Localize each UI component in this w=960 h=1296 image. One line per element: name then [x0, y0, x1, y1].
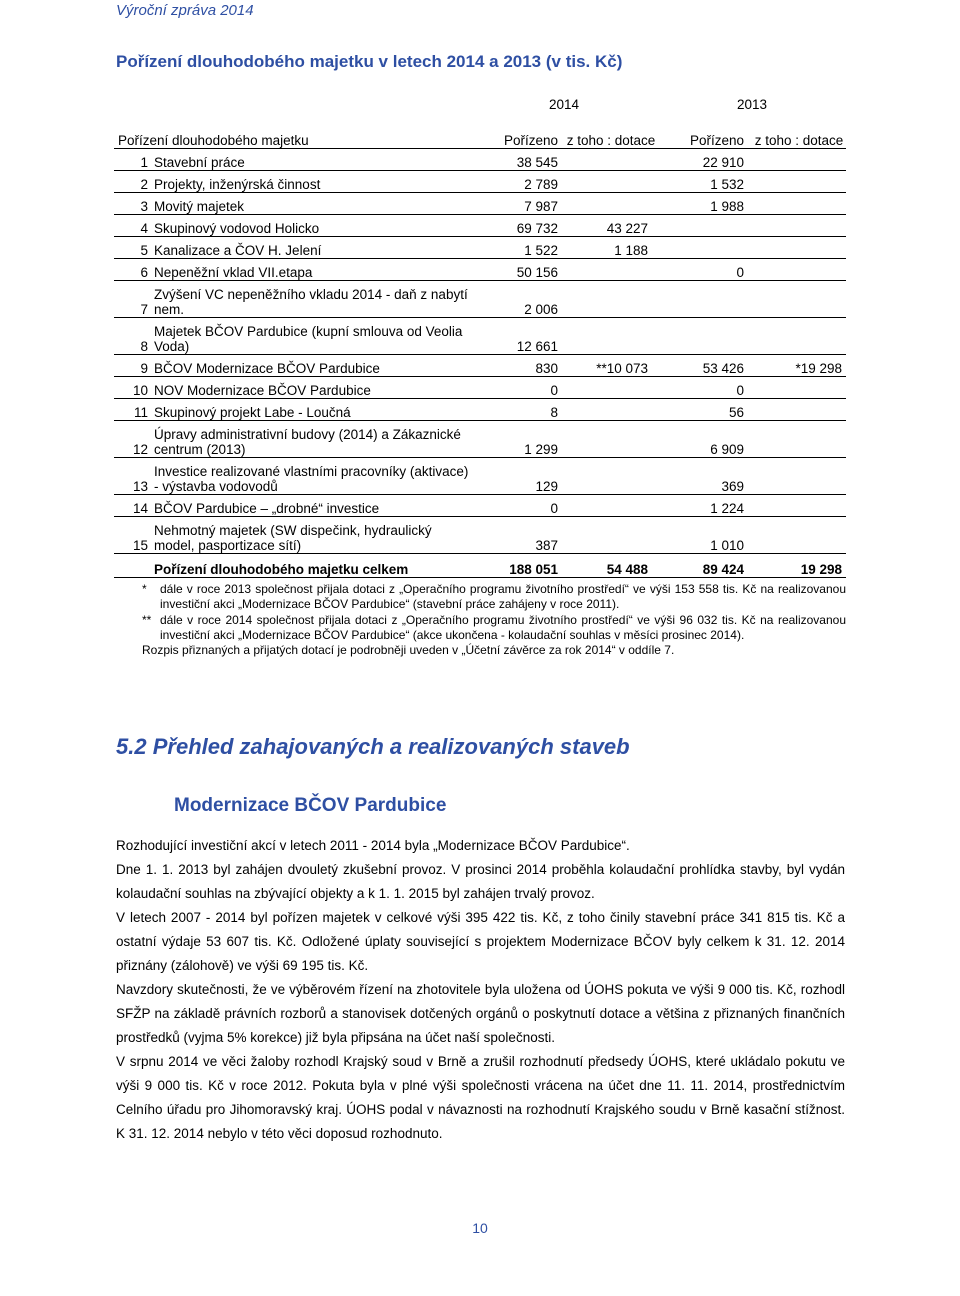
row-number: 8 [114, 318, 152, 355]
column-header-porizeno-2013: Pořízeno [658, 112, 752, 149]
row-porizeno-2013: 1 224 [658, 495, 752, 517]
row-porizeno-2013 [658, 215, 752, 237]
footnote-1-text: dále v roce 2013 společnost přijala dotaci z „Operačního programu životního prostředí“ ve výši 153 558 tis. Kč na realizovanou investiční akci „Modernizace BČOV Pardubice“ (stavební práce zahájeny v roce 2011). [160, 582, 846, 612]
row-dotace-2014 [564, 193, 658, 215]
row-porizeno-2014: 8 [470, 399, 564, 421]
table-row [114, 259, 846, 281]
subsection-title-text: Přehled zahajovaných a realizovaných staveb [152, 734, 630, 759]
row-porizeno-2013: 56 [658, 399, 752, 421]
row-dotace-2014 [564, 171, 658, 193]
project-paragraph-4: Navzdory skutečnosti, že ve výběrovém řízení na zhotovitele byla uložena od ÚOHS pokuta ve výši 9 000 tis. Kč, rozhodl SFŽP na základě právních rozborů a stanovisek dotčených orgánů o poskytnutí dotace a většina z přiznaných finančních prostředků (vyjma 5% korekce) již byla připsána na účet naší společnosti. [116, 982, 845, 1045]
row-number: 10 [114, 377, 152, 399]
row-number: 15 [114, 517, 152, 554]
row-dotace-2013 [752, 281, 846, 318]
row-porizeno-2014: 1 299 [470, 421, 564, 458]
row-dotace-2014 [564, 458, 658, 495]
row-name: Nepeněžní vklad VII.etapa [152, 259, 470, 281]
column-header-name: Pořízení dlouhodobého majetku [114, 112, 470, 149]
row-name: Zvýšení VC nepeněžního vkladu 2014 - daň z nabytí nem. [152, 281, 470, 318]
total-spacer [114, 554, 152, 578]
page-number: 10 [472, 1220, 488, 1236]
row-number: 4 [114, 215, 152, 237]
total-dotace-2014: 54 488 [564, 554, 658, 578]
row-name: Investice realizované vlastními pracovníky (aktivace) - výstavba vodovodů [152, 458, 470, 495]
row-porizeno-2013: 6 909 [658, 421, 752, 458]
row-porizeno-2014: 69 732 [470, 215, 564, 237]
row-number: 12 [114, 421, 152, 458]
project-paragraph-1: Rozhodující investiční akcí v letech 2011 - 2014 byla „Modernizace BČOV Pardubice“. [116, 838, 630, 853]
row-porizeno-2014: 2 006 [470, 281, 564, 318]
row-name: Stavební práce [152, 149, 470, 171]
row-dotace-2014: 43 227 [564, 215, 658, 237]
row-dotace-2014 [564, 281, 658, 318]
row-name: Skupinový vodovod Holicko [152, 215, 470, 237]
row-dotace-2014 [564, 318, 658, 355]
row-dotace-2013 [752, 259, 846, 281]
total-row [114, 554, 846, 578]
row-dotace-2014 [564, 149, 658, 171]
row-porizeno-2013: 1 532 [658, 171, 752, 193]
row-number: 7 [114, 281, 152, 318]
row-dotace-2013 [752, 399, 846, 421]
row-porizeno-2013: 1 988 [658, 193, 752, 215]
row-porizeno-2014: 387 [470, 517, 564, 554]
row-porizeno-2014: 830 [470, 355, 564, 377]
table-row [114, 377, 846, 399]
row-number: 6 [114, 259, 152, 281]
total-dotace-2013: 19 298 [752, 554, 846, 578]
table-row [114, 281, 846, 318]
row-dotace-2013 [752, 149, 846, 171]
row-number: 9 [114, 355, 152, 377]
row-porizeno-2014: 38 545 [470, 149, 564, 171]
row-dotace-2013 [752, 215, 846, 237]
row-porizeno-2013: 22 910 [658, 149, 752, 171]
row-porizeno-2013 [658, 281, 752, 318]
row-dotace-2013 [752, 495, 846, 517]
column-header-porizeno-2014: Pořízeno [470, 112, 564, 149]
row-name: NOV Modernizace BČOV Pardubice [152, 377, 470, 399]
total-label: Pořízení dlouhodobého majetku celkem [152, 554, 470, 578]
table-row [114, 237, 846, 259]
row-name: Projekty, inženýrská činnost [152, 171, 470, 193]
column-header-dotace-2014: z toho : dotace [564, 112, 658, 149]
row-porizeno-2013: 0 [658, 259, 752, 281]
row-dotace-2013 [752, 171, 846, 193]
row-porizeno-2013: 369 [658, 458, 752, 495]
row-dotace-2014 [564, 399, 658, 421]
project-body [116, 834, 845, 1146]
footnote-1 [142, 582, 846, 613]
row-number: 3 [114, 193, 152, 215]
table-row [114, 517, 846, 554]
row-name: Úpravy administrativní budovy (2014) a Zákaznické centrum (2013) [152, 421, 470, 458]
table-row [114, 215, 846, 237]
row-porizeno-2014: 1 522 [470, 237, 564, 259]
row-number: 5 [114, 237, 152, 259]
row-porizeno-2013 [658, 318, 752, 355]
subsection-title [116, 734, 630, 760]
row-dotace-2014 [564, 421, 658, 458]
year-header-row [114, 94, 846, 112]
row-porizeno-2014: 129 [470, 458, 564, 495]
column-header-dotace-2013: z toho : dotace [752, 112, 846, 149]
row-porizeno-2014: 0 [470, 495, 564, 517]
footnotes [142, 582, 846, 658]
row-dotace-2013 [752, 458, 846, 495]
footnote-3-text: Rozpis přiznaných a přijatých dotací je podrobněji uveden v „Účetní závěrce za rok 2014“ v oddíle 7. [142, 643, 675, 658]
footnote-1-mark: * [142, 582, 147, 596]
project-paragraph-5: V srpnu 2014 ve věci žaloby rozhodl Krajský soud v Brně a zrušil rozhodnutí předsedy ÚOHS, které ukládalo pokutu ve výši 9 000 tis. Kč v roce 2012. Pokuta byla v plné výši společnosti vrácena na účet dne 11. 11. 2014, prostřednictvím Celního úřadu pro Jihomoravský kraj. ÚOHS podal v návaznosti na rozhodnutí Krajského soudu v Brně kasační stížnost. K 31. 12. 2014 nebylo v této věci doposud rozhodnuto. [116, 1054, 845, 1141]
table-row [114, 495, 846, 517]
footnote-2-mark: ** [142, 612, 152, 627]
row-name: BČOV Modernizace BČOV Pardubice [152, 355, 470, 377]
row-number: 2 [114, 171, 152, 193]
row-dotace-2013 [752, 193, 846, 215]
row-porizeno-2014: 50 156 [470, 259, 564, 281]
row-number: 11 [114, 399, 152, 421]
table-row [114, 193, 846, 215]
row-name: Nehmotný majetek (SW dispečink, hydraulický model, pasportizace sítí) [152, 517, 470, 554]
row-number: 14 [114, 495, 152, 517]
row-number: 1 [114, 149, 152, 171]
row-porizeno-2014: 0 [470, 377, 564, 399]
running-header: Výroční zpráva 2014 [116, 2, 254, 19]
row-dotace-2014 [564, 259, 658, 281]
row-name: Majetek BČOV Pardubice (kupní smlouva od Veolia Voda) [152, 318, 470, 355]
footnote-2-text: dále v roce 2014 společnost přijala dotaci z „Operačního programu životního prostředí“ ve výši 96 032 tis. Kč na realizovanou investiční akci „Modernizace BČOV Pardubice“ (akce ukončena - kolaudační souhlas v měsíci prosinec 2014). [160, 612, 846, 642]
table-row [114, 355, 846, 377]
row-name: BČOV Pardubice – „drobné“ investice [152, 495, 470, 517]
row-porizeno-2013: 0 [658, 377, 752, 399]
table-row [114, 458, 846, 495]
row-dotace-2014 [564, 495, 658, 517]
row-name: Kanalizace a ČOV H. Jelení [152, 237, 470, 259]
table-row [114, 171, 846, 193]
year-2013-label: 2013 [737, 97, 768, 112]
project-paragraph-3: V letech 2007 - 2014 byl pořízen majetek v celkové výši 395 422 tis. Kč, z toho činily stavební práce 341 815 tis. Kč a ostatní výdaje 53 607 tis. Kč. Odložené úplaty související s projektem Modernizace BČOV byly celkem k 31. 12. 2014 přiznány (zálohově) ve výši 69 195 tis. Kč. [116, 910, 845, 973]
row-porizeno-2014: 2 789 [470, 171, 564, 193]
acquisition-table [114, 94, 846, 578]
project-heading: Modernizace BČOV Pardubice [174, 795, 447, 816]
row-dotace-2013: *19 298 [752, 355, 846, 377]
row-dotace-2014 [564, 517, 658, 554]
row-porizeno-2014: 12 661 [470, 318, 564, 355]
row-porizeno-2014: 7 987 [470, 193, 564, 215]
row-porizeno-2013: 53 426 [658, 355, 752, 377]
column-header-row [114, 112, 846, 149]
table-row [114, 421, 846, 458]
table-row [114, 149, 846, 171]
subsection-number: 5.2 [116, 734, 147, 759]
row-dotace-2014: 1 188 [564, 237, 658, 259]
row-dotace-2014: **10 073 [564, 355, 658, 377]
total-porizeno-2013: 89 424 [658, 554, 752, 578]
row-dotace-2013 [752, 377, 846, 399]
row-dotace-2013 [752, 318, 846, 355]
acquisition-table-wrapper [114, 94, 846, 578]
table-row [114, 318, 846, 355]
row-dotace-2013 [752, 517, 846, 554]
project-paragraph-2: Dne 1. 1. 2013 byl zahájen dvouletý zkušební provoz. V prosinci 2014 proběhla kolaudační prohlídka stavby, byl vydán kolaudační souhlas na zbývající objekty a k 1. 1. 2015 byl zahájen trvalý provoz. [116, 862, 845, 901]
table-row [114, 399, 846, 421]
row-number: 13 [114, 458, 152, 495]
row-dotace-2013 [752, 421, 846, 458]
total-porizeno-2014: 188 051 [470, 554, 564, 578]
year-2014-label: 2014 [548, 97, 580, 112]
row-porizeno-2013 [658, 237, 752, 259]
row-dotace-2013 [752, 237, 846, 259]
row-name: Movitý majetek [152, 193, 470, 215]
row-porizeno-2013: 1 010 [658, 517, 752, 554]
row-name: Skupinový projekt Labe - Loučná [152, 399, 470, 421]
footnote-3 [142, 643, 846, 658]
section-title: Pořízení dlouhodobého majetku v letech 2014 a 2013 (v tis. Kč) [116, 52, 623, 71]
row-dotace-2014 [564, 377, 658, 399]
footnote-2 [142, 613, 846, 644]
